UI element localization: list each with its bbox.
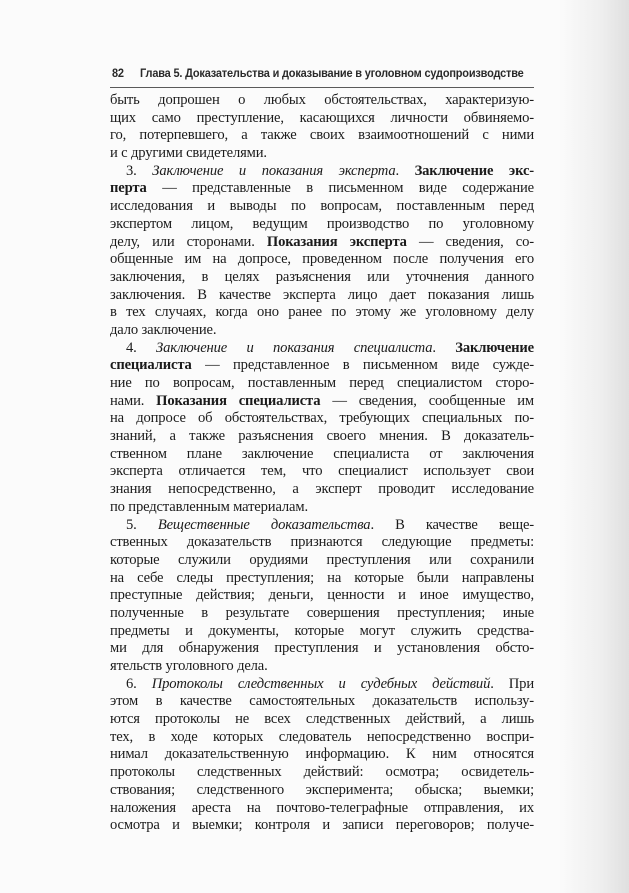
text-line: щих само преступление, касающихся личности обвиняемо- xyxy=(110,109,534,126)
term-bold: перта xyxy=(110,180,147,197)
text-line: перта — представленные в письменном виде содержание xyxy=(110,180,534,197)
text-line: на допросе об обстоятельствах, требующих специальных по- xyxy=(110,410,534,427)
text-line: ятельств уголовного дела. xyxy=(110,658,268,674)
text-line: которые служили орудиями преступления или сохранили xyxy=(110,551,534,568)
term-bold: Показания специалиста xyxy=(156,392,321,409)
text-line: предметы и документы, которые могут служить средства- xyxy=(110,622,534,639)
text-line: наложения ареста на почтово-телеграфные отправления, их xyxy=(110,799,534,816)
text-line: экспертом лицом, ведущим производство по уголовному xyxy=(110,215,534,232)
paragraph-start-line: 3. Заключение и показания эксперта. Заключение экс- xyxy=(126,162,535,179)
text-line: преступные действия; деньги, ценности и иное имущество, xyxy=(110,587,534,604)
text-line: нами. Показания специалиста — сведения, сообщенные им xyxy=(110,392,534,409)
section-heading-italic: Протоколы следственных и судебных действий xyxy=(151,675,491,692)
text-line: го, потерпевшего, а также своих взаимоотношений с ними xyxy=(110,127,534,144)
text-line: специалиста — представленное в письменном виде сужде- xyxy=(110,357,534,374)
text-line: осмотра и выемки; контроля и записи переговоров; получе- xyxy=(110,817,534,834)
paragraph-start-line: 6. Протоколы следственных и судебных действий. При xyxy=(126,675,534,692)
page-edge-shading xyxy=(559,0,629,893)
text-line: знания непосредственно, а эксперт проводит исследование xyxy=(110,481,534,498)
text-line: быть допрошен о любых обстоятельствах, характеризую- xyxy=(110,92,534,108)
term-bold: Заключение xyxy=(455,339,534,356)
text-line: полученные в результате совершения преступления; иные xyxy=(110,604,534,621)
text-line: по представленным материалам. xyxy=(110,498,308,515)
term-bold: специалиста xyxy=(110,357,192,374)
text-line: ственном плане заключение специалиста от заключения xyxy=(110,445,534,462)
section-heading-italic: Вещественные доказательства xyxy=(157,516,371,533)
text-line: исследования и выводы по вопросам, поставленным перед xyxy=(110,198,534,215)
text-line: дало заключение. xyxy=(110,321,217,338)
paragraph-start-line: 5. Вещественные доказательства. В качестве веще- xyxy=(126,516,534,533)
text-line: ствования; следственного эксперимента; обыска; выемки; xyxy=(110,781,534,798)
text-line: ются протоколы не всех следственных действий, а лишь xyxy=(110,711,534,728)
chapter-title: Глава 5. Доказательства и доказывание в уголовном судопроизводстве xyxy=(140,66,524,80)
text-line: протоколы следственных действий: осмотра; освидетель- xyxy=(110,764,534,781)
section-heading-italic: Заключение и показания эксперта xyxy=(152,162,396,179)
text-line: на себе следы преступления; на которые были направлены xyxy=(110,569,534,586)
text-line: эксперта отличается тем, что специалист использует свои xyxy=(110,463,534,480)
header-rule xyxy=(110,87,534,88)
text-line: нимал доказательственную информацию. К ним относятся xyxy=(110,746,534,763)
page-number: 82 xyxy=(112,66,124,80)
section-heading-italic: Заключение и показания специалиста xyxy=(156,339,433,356)
text-line: этом в качестве самостоятельных доказательств использу- xyxy=(110,693,534,710)
text-line: в тех случаях, когда оно ранее по этому же уголовному делу xyxy=(110,304,534,321)
text-line: заключения. В качестве эксперта лицо дает показания лишь xyxy=(110,286,534,303)
text-line: заключения, в целях разъяснения или уточнения данного xyxy=(110,268,534,285)
running-header xyxy=(112,66,524,80)
text-line: ми для обнаружения преступления и установления обсто- xyxy=(110,640,534,657)
text-line: и с другими свидетелями. xyxy=(110,145,267,162)
text-line: знаний, а также разъяснения своего мнения. В доказатель- xyxy=(110,428,534,445)
text-line: делу, или сторонами. Показания эксперта — сведения, со- xyxy=(110,233,534,250)
term-bold: Показания эксперта xyxy=(266,233,407,250)
text-line: ственных доказательств признаются следующие предметы: xyxy=(110,534,534,551)
paragraph-start-line: 4. Заключение и показания специалиста. Заключение xyxy=(126,339,534,356)
text-line: общенные им на допросе, проведенном после получения его xyxy=(110,251,534,268)
body-text xyxy=(110,92,534,835)
term-bold: Заключение экс- xyxy=(414,162,535,179)
text-line: тех, в ходе которых следователь непосредственно воспри- xyxy=(110,728,534,745)
text-line: ние по вопросам, поставленным перед специалистом сторо- xyxy=(110,375,534,391)
